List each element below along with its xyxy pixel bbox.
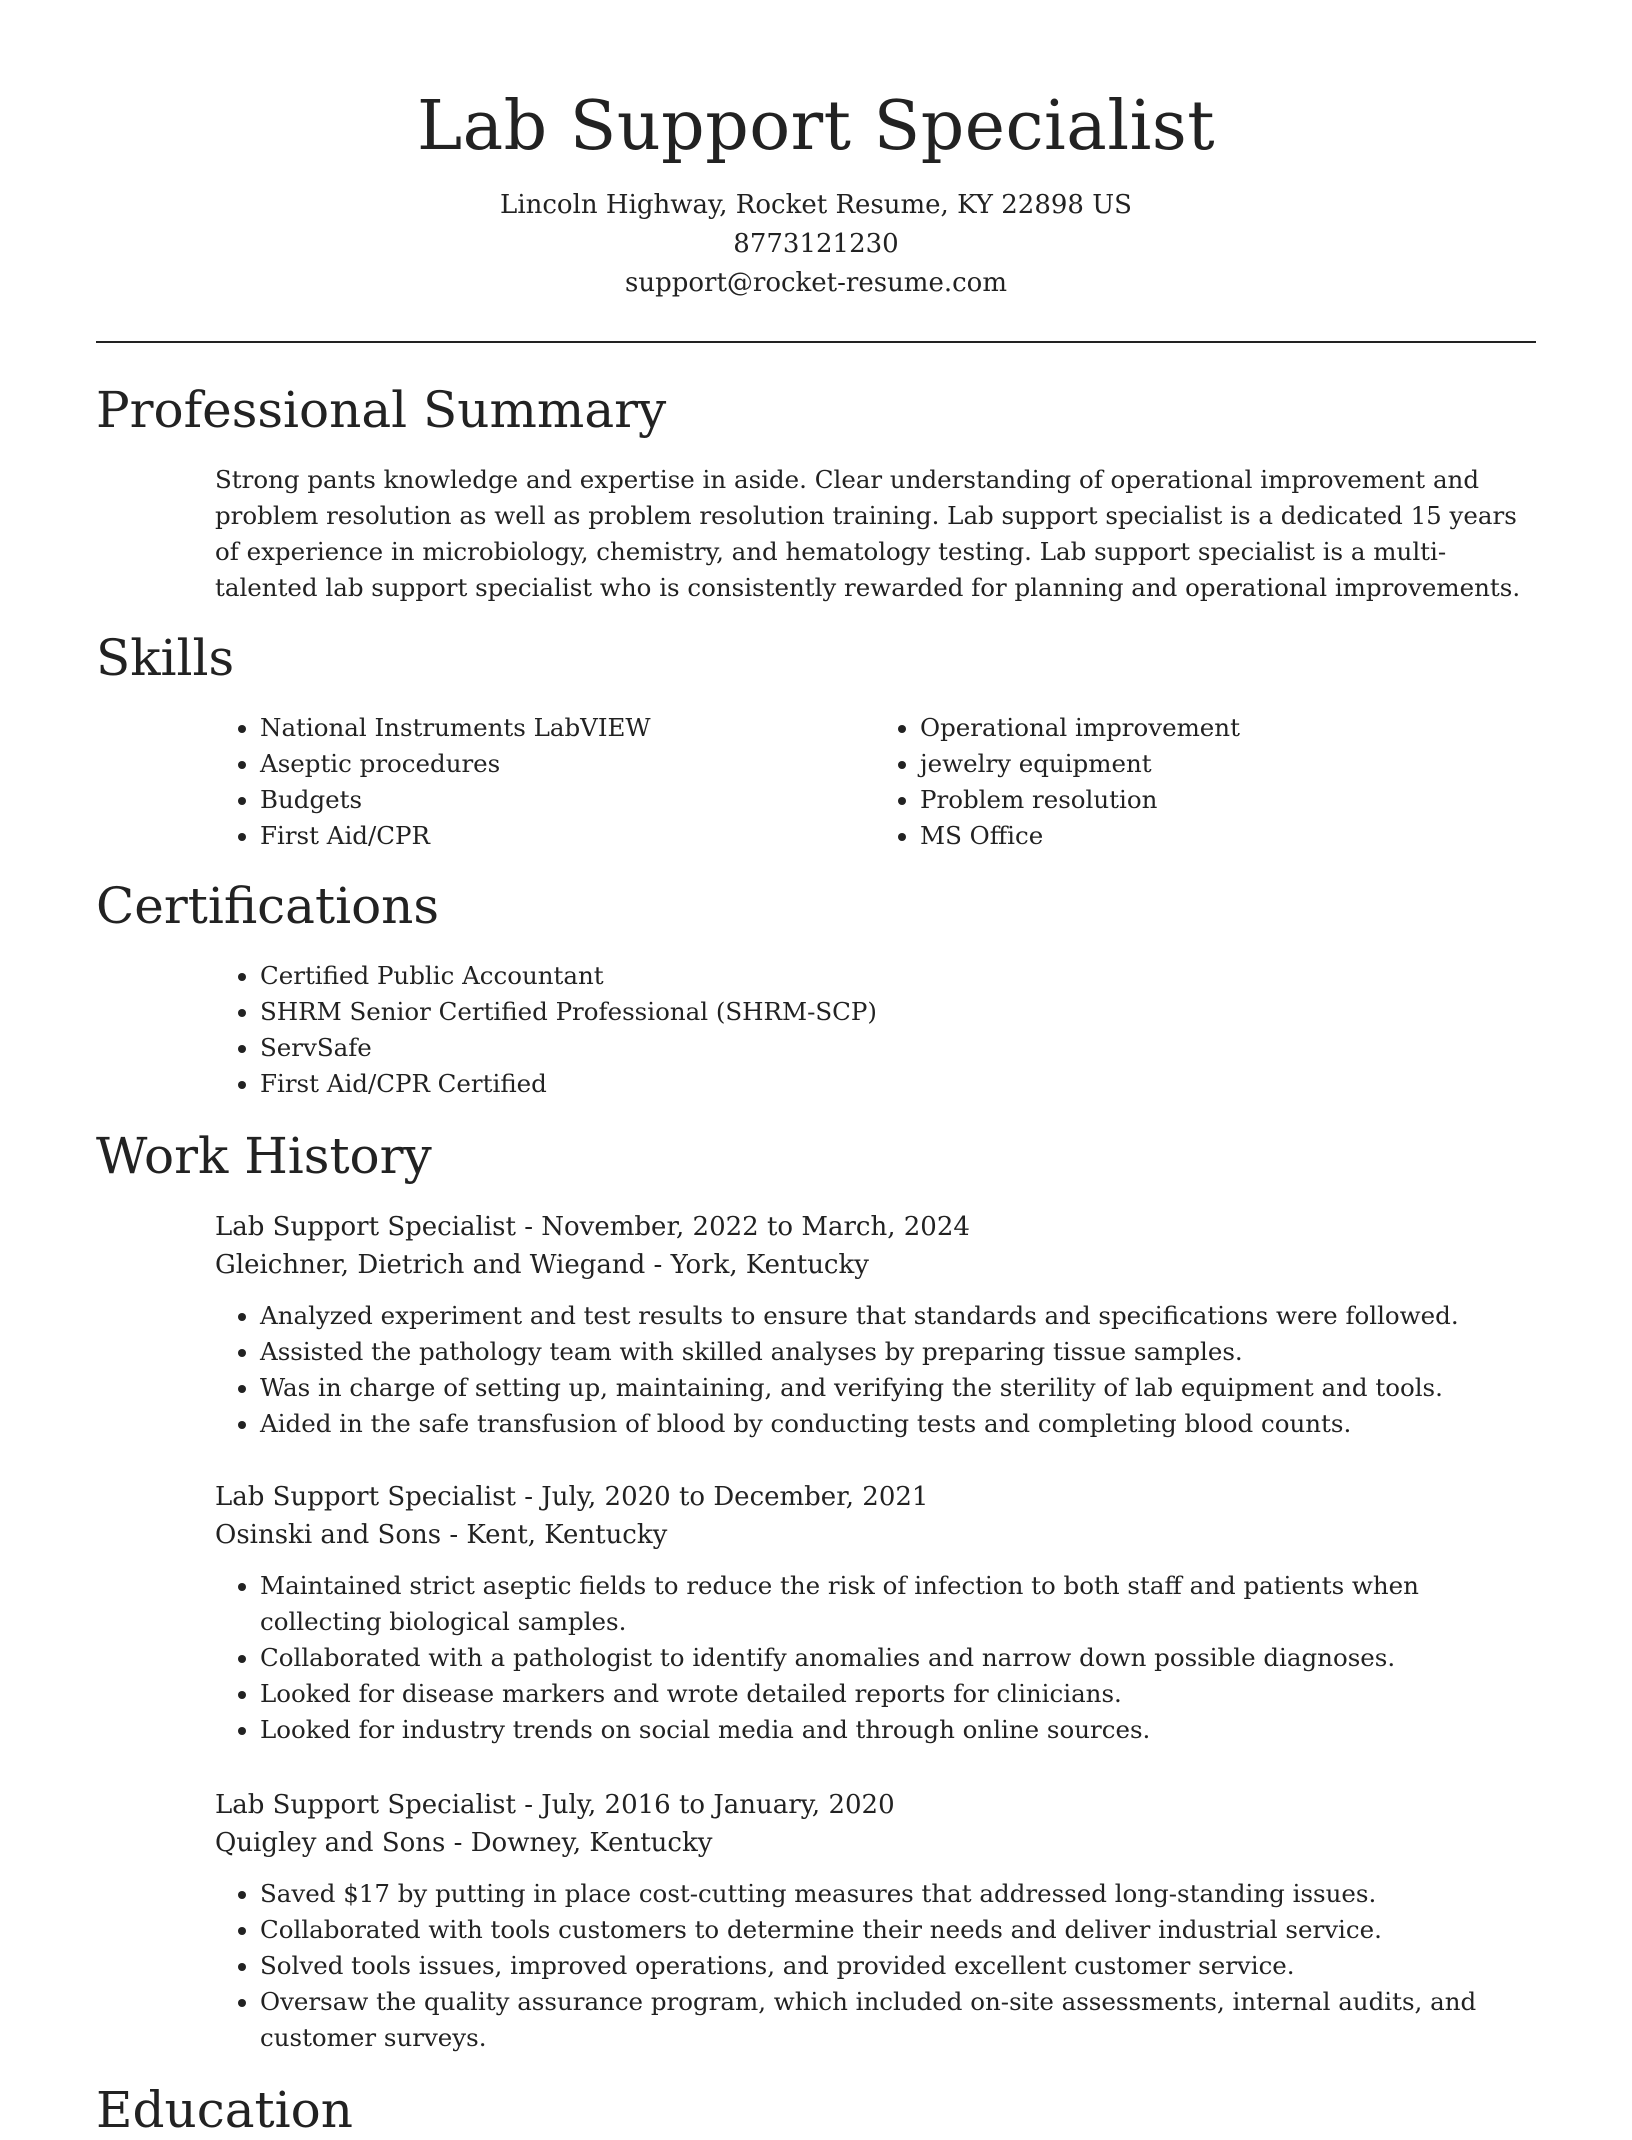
certification-item: • SHRM Senior Certified Professional (SHRM-SCP)	[260, 994, 1535, 1030]
job-title-line	[215, 1786, 1535, 1824]
job-bullet: • Solved tools issues, improved operations, and provided excellent customer service.	[260, 1948, 1535, 1984]
certification-item: • Certified Public Accountant	[260, 958, 1535, 994]
skill-item: • National Instruments LabVIEW	[260, 710, 875, 746]
job-bullet: • Oversaw the quality assurance program, which included on-site assessments, internal audits, and customer surveys.	[260, 1984, 1535, 2056]
job-entry	[215, 1208, 1535, 1442]
job-bullet: • Was in charge of setting up, maintaining, and verifying the sterility of lab equipment and tools.	[260, 1370, 1535, 1406]
skills-list	[215, 710, 1535, 854]
job-location: - York, Kentucky	[645, 1250, 869, 1280]
job-bullet: • Saved $17 by putting in place cost-cutting measures that addressed long-standing issues.	[260, 1876, 1535, 1912]
certification-item: • ServSafe	[260, 1030, 1535, 1066]
job-role: Lab Support Specialist	[215, 1212, 516, 1242]
job-company: Gleichner, Dietrich and Wiegand	[215, 1250, 646, 1280]
section-title-certifications: Certifications	[96, 877, 440, 935]
job-dates: - November, 2022 to March, 2024	[515, 1212, 970, 1242]
certification-item: • First Aid/CPR Certified	[260, 1066, 1535, 1102]
job-bullet: • Looked for disease markers and wrote detailed reports for clinicians.	[260, 1676, 1535, 1712]
job-bullets	[215, 1876, 1535, 2056]
section-title-summary: Professional Summary	[96, 381, 667, 439]
skill-item: • MS Office	[920, 818, 1535, 854]
job-company-line	[215, 1824, 1535, 1862]
job-title-line	[215, 1208, 1535, 1246]
skill-item: • Budgets	[260, 782, 875, 818]
job-location: - Kent, Kentucky	[441, 1520, 668, 1550]
contact-email: support@rocket-resume.com	[624, 268, 1007, 298]
skills-column-right	[875, 710, 1535, 854]
job-role: Lab Support Specialist	[215, 1790, 516, 1820]
skill-item: • jewelry equipment	[920, 746, 1535, 782]
job-dates: - July, 2020 to December, 2021	[515, 1482, 929, 1512]
job-company-line	[215, 1246, 1535, 1284]
job-role: Lab Support Specialist	[215, 1482, 516, 1512]
section-title-education: Education	[96, 2081, 353, 2139]
job-title-line	[215, 1478, 1535, 1516]
job-bullet: • Assisted the pathology team with skilled analyses by preparing tissue samples.	[260, 1334, 1535, 1370]
job-bullets	[215, 1568, 1535, 1748]
job-entry	[215, 1478, 1535, 1748]
job-bullets	[215, 1298, 1535, 1442]
job-bullet: • Aided in the safe transfusion of blood by conducting tests and completing blood counts.	[260, 1406, 1535, 1442]
job-bullet: • Analyzed experiment and test results to ensure that standards and specifications were followed.	[260, 1298, 1535, 1334]
job-location: - Downey, Kentucky	[445, 1828, 713, 1858]
skills-column-left	[215, 710, 875, 854]
skill-item: • First Aid/CPR	[260, 818, 875, 854]
header-divider	[96, 341, 1536, 343]
job-bullet: • Maintained strict aseptic fields to reduce the risk of infection to both staff and patients when collecting biological samples.	[260, 1568, 1535, 1640]
summary-text: Strong pants knowledge and expertise in aside. Clear understanding of operational improvement and problem resolution as well as problem resolution training. Lab support specialist is a dedicated 15 years of experience in microbiology, chemistry, and hematology testing. Lab support specialist is a multi-talented lab support specialist who is consistently rewarded for planning and operational improvements.	[215, 465, 1521, 602]
job-company-line	[215, 1516, 1535, 1554]
section-title-work-history: Work History	[96, 1127, 432, 1185]
job-dates: - July, 2016 to January, 2020	[515, 1790, 895, 1820]
job-bullet: • Collaborated with a pathologist to identify anomalies and narrow down possible diagnoses.	[260, 1640, 1535, 1676]
resume-header	[0, 0, 1632, 303]
section-title-skills: Skills	[96, 629, 235, 687]
job-entry	[215, 1786, 1535, 2056]
job-company: Quigley and Sons	[215, 1828, 446, 1858]
job-company: Osinski and Sons	[215, 1520, 442, 1550]
certifications-list	[215, 958, 1535, 1102]
job-bullet: • Looked for industry trends on social media and through online sources.	[260, 1712, 1535, 1748]
candidate-name: Lab Support Specialist	[416, 87, 1216, 166]
contact-phone: 8773121230	[733, 229, 899, 259]
contact-block	[0, 186, 1632, 303]
skill-item: • Aseptic procedures	[260, 746, 875, 782]
skill-item: • Operational improvement	[920, 710, 1535, 746]
skill-item: • Problem resolution	[920, 782, 1535, 818]
job-bullet: • Collaborated with tools customers to determine their needs and deliver industrial service.	[260, 1912, 1535, 1948]
contact-address: Lincoln Highway, Rocket Resume, KY 22898 US	[500, 190, 1132, 220]
